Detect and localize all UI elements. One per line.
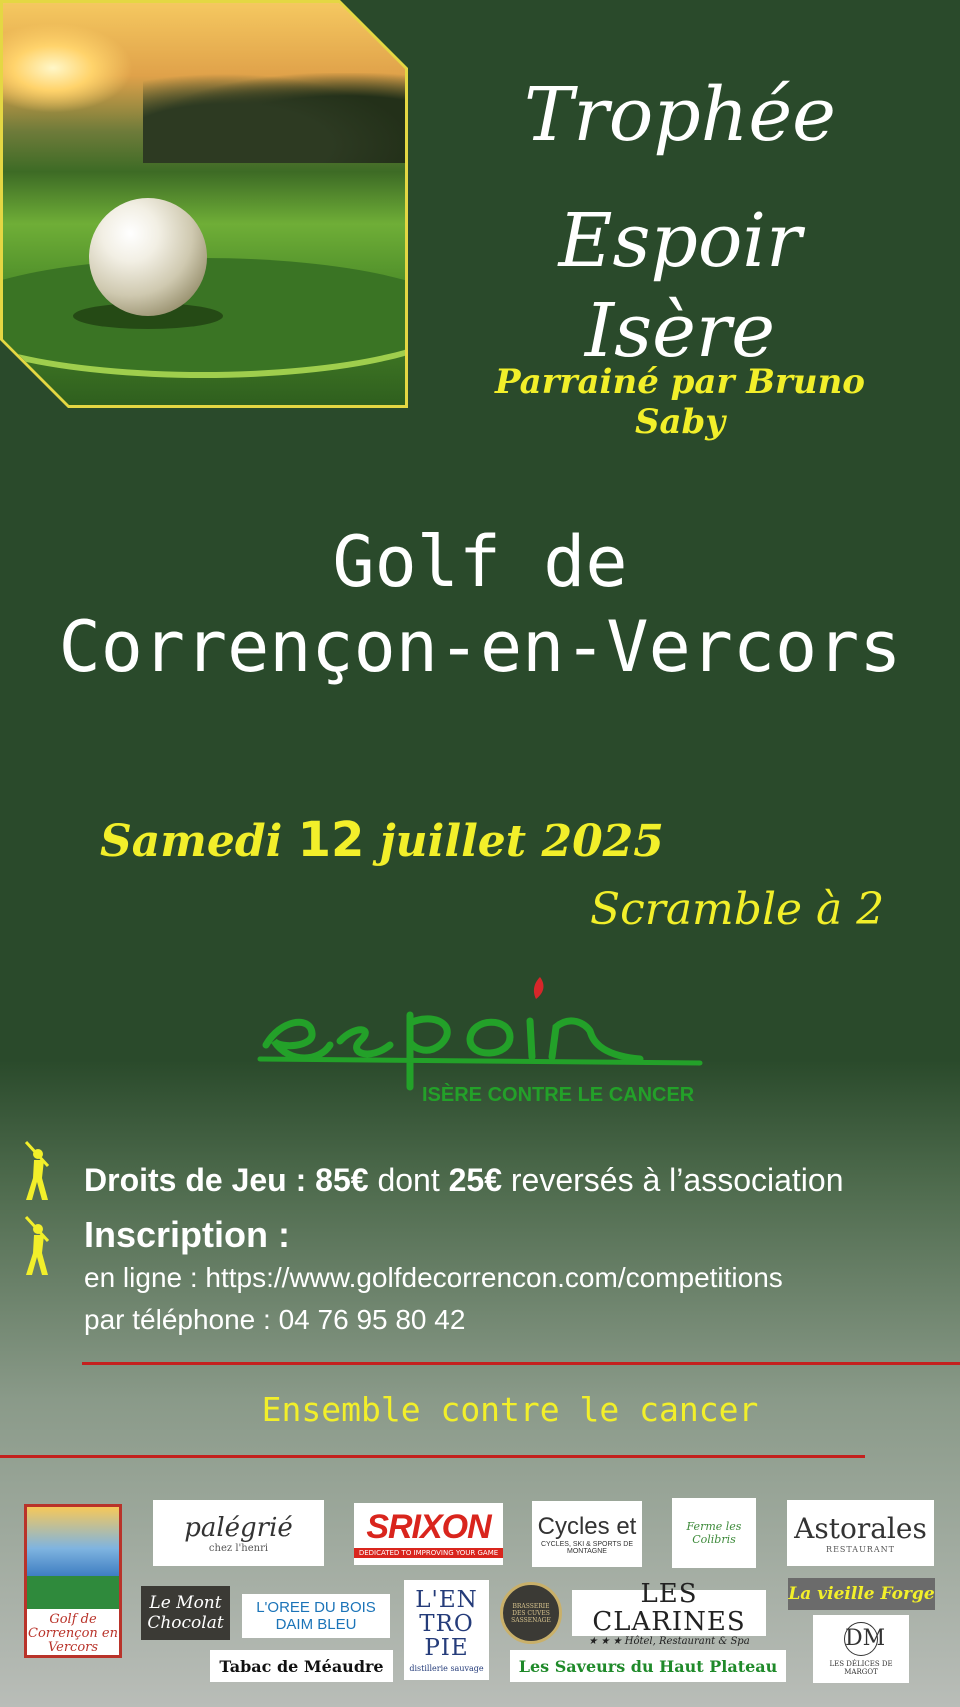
golf-course-scene: [3, 3, 405, 405]
venue-line-1: Golf de: [332, 521, 628, 603]
sponsor-golf-correncon-text: Golf de Corrençon en Vercors: [28, 1612, 118, 1655]
motto: Ensemble contre le cancer: [261, 1390, 759, 1429]
sponsor-mont-chocolat-logo: Le Mont Chocolat: [141, 1586, 230, 1640]
tree-line: [143, 73, 405, 163]
sponsor-clarines-logo: [572, 1578, 766, 1647]
sponsor-margot-monogram: DM: [844, 1622, 878, 1656]
title-line-1: Trophée: [524, 72, 836, 158]
sponsor-srixon-name: SRIXON: [366, 1508, 491, 1546]
hero-golf-image: [0, 0, 408, 408]
sponsor-delices-margot-logo: [813, 1615, 909, 1683]
sponsor-clarines-tag: ★ ★ ★ Hôtel, Restaurant & Spa: [588, 1635, 750, 1647]
sponsor-clarines-name: LES CLARINES: [592, 1578, 746, 1637]
sponsor-tabac-meaudre-logo: Tabac de Méaudre: [210, 1650, 393, 1682]
date-prefix: Samedi: [100, 816, 298, 867]
entry-fee-line: [84, 1162, 843, 1199]
sponsor-brasserie-logo: BRASSERIE DES CUVES SASSENAGE: [500, 1582, 562, 1644]
sponsor-cycles-logo: [532, 1501, 642, 1567]
association-tagline: ISÈRE CONTRE LE CANCER: [422, 1084, 695, 1106]
sponsor-palegrie-sub: chez l'henri: [208, 1542, 269, 1554]
espoir-logo: [260, 975, 700, 1090]
venue-line-2: Corrençon-en-Vercors: [58, 606, 902, 688]
sponsor-ferme-colibris-logo: Ferme les Colibris: [672, 1498, 756, 1568]
sponsor-srixon-tag: DEDICATED TO IMPROVING YOUR GAME: [354, 1548, 503, 1558]
golf-ball: [89, 198, 207, 316]
sunset-glow: [3, 23, 133, 113]
sponsor-margot-tag: LES DÉLICES DE MARGOT: [829, 1660, 893, 1676]
logo-hill: [27, 1576, 119, 1609]
sponsor-line: Parrainé par Bruno Saby: [495, 362, 865, 442]
sponsor-entropie-tag: distillerie sauvage: [409, 1663, 484, 1673]
event-date: [100, 812, 664, 868]
date-day: 12: [297, 812, 365, 868]
golfer-icon: [22, 1140, 56, 1204]
golfer-icon: [22, 1215, 56, 1279]
event-format: Scramble à 2: [590, 884, 885, 935]
fee-label: Droits de Jeu : 85€: [84, 1162, 369, 1198]
registration-title: Inscription :: [84, 1214, 290, 1255]
divider-bottom: [0, 1455, 865, 1458]
sponsor-golf-correncon-logo: [24, 1504, 122, 1658]
divider-top: [82, 1362, 960, 1365]
sponsor-entropie-name: L'EN TRO PIE: [415, 1586, 478, 1661]
espoir-logo-text: espoir: [260, 975, 264, 976]
logo-sky: [27, 1507, 119, 1576]
date-suffix: juillet 2025: [364, 816, 664, 867]
sponsor-vieille-forge-logo: La vieille Forge: [788, 1578, 935, 1610]
sponsor-astorales-logo: [787, 1500, 934, 1566]
registration-online[interactable]: en ligne : https://www.golfdecorrencon.com/competitions: [84, 1262, 783, 1293]
title-line-2: Espoir Isère: [558, 198, 802, 374]
sponsor-entropie-logo: [404, 1580, 489, 1680]
registration-phone: par téléphone : 04 76 95 80 42: [84, 1304, 466, 1335]
sponsor-astorales-name: Astorales: [794, 1512, 927, 1545]
fee-donation-text: reversés à l’association: [502, 1162, 844, 1198]
sponsor-palegrie-name: palégrié: [184, 1512, 293, 1543]
sponsor-oree-du-bois-logo: L'OREE DU BOIS DAIM BLEU: [242, 1594, 390, 1638]
fee-donation-amount: 25€: [448, 1162, 502, 1198]
sponsor-saveurs-haut-plateau-logo: Les Saveurs du Haut Plateau: [510, 1650, 786, 1682]
sponsor-cycles-name: Cycles et: [537, 1513, 637, 1540]
sponsor-palegrie-logo: [153, 1500, 324, 1566]
sponsor-astorales-tag: RESTAURANT: [826, 1545, 895, 1554]
sponsor-srixon-logo: [354, 1503, 503, 1565]
fee-connector: dont: [368, 1162, 449, 1198]
sponsor-cycles-tag: CYCLES, SKI & SPORTS DE MONTAGNE: [540, 1541, 634, 1555]
